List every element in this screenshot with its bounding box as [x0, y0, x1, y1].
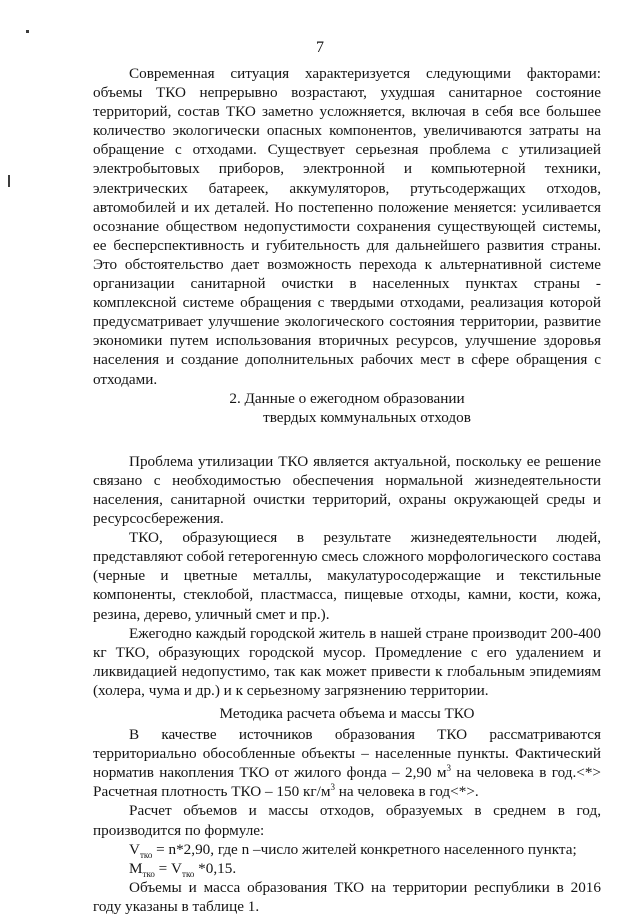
section-heading-continued: [93, 408, 601, 427]
formula-subscript: тко: [182, 868, 195, 879]
paragraph: Объемы и масса образования ТКО на территории республики в 2016 году указаны в таблице 1.: [93, 878, 601, 915]
paragraph: Проблема утилизации ТКО является актуальной, поскольку ее решение связано с необходимостью обеспечения нормальной жизнедеятельности населения, санитарной очистки территорий, охраны окружающей среды и ресурсосбережения.: [93, 452, 601, 528]
paragraph: Расчет объемов и массы отходов, образуемых в среднем в год, производится по формуле:: [93, 802, 601, 839]
paragraph: ТКО, образующиеся в результате жизнедеятельности людей, представляют собой гетерогенную смесь сложного морфологического состава (черные и цветные металлы, макулатуросодержащие и текстильные компоненты, стеклобой, пластмасса, пищевые отходы, камни, кости, кожа, резина, дерево, уличный смет и пр.).: [93, 529, 601, 623]
formula-volume: [93, 840, 601, 859]
scan-artifact-left-margin: [8, 175, 10, 187]
formula-subscript: тко: [139, 849, 153, 860]
page-number: 7: [316, 39, 324, 56]
norms-text-a: В качестве источников образования ТКО рассматриваются территориально обособленные объекты – населенные пункты. Фактический норматив накопления ТКО от жилого фонда – 2,90 м: [93, 726, 601, 782]
norms-text-b: на человека в год.<*> Расчетная плотность ТКО – 150 кг/м: [93, 764, 601, 801]
section-heading-line-2: твердых коммунальных отходов: [263, 408, 471, 426]
norms-text-c: на человека в год<*>.: [334, 783, 479, 801]
formula-text: *0,15.: [194, 859, 237, 877]
section-heading: [93, 389, 601, 408]
superscript-cubic: 3: [330, 782, 335, 793]
formula-text: = n*2,90, где n –число жителей конкретного населенного пункта;: [152, 840, 577, 858]
formula-text: = V: [154, 859, 183, 877]
document-body: [93, 64, 601, 916]
formula-mass: [93, 859, 601, 878]
formula-symbol: V: [129, 840, 140, 858]
method-heading: Методика расчета объема и массы ТКО: [219, 705, 475, 722]
formula-symbol: M: [129, 859, 143, 877]
scan-artifact-top-left: [26, 30, 29, 33]
paragraph: Ежегодно каждый городской житель в нашей стране производит 200-400 кг ТКО, образующих городской мусор. Промедление с его удалением и ликвидацией недопустимо, так как может привести к глобальным эпидемиям (холера, чума и др.) и к серьезному загрязнению территории.: [93, 624, 601, 699]
section-heading-line-1: 2. Данные о ежегодном образовании: [229, 389, 465, 407]
formula-subscript: тко: [142, 868, 155, 879]
superscript-cubic: 3: [446, 763, 452, 774]
paragraph-norms: [93, 725, 601, 801]
paragraph: Современная ситуация характеризуется следующими факторами: объемы ТКО непрерывно возрастают, ухудшая санитарное состояние территорий, состав ТКО заметно усложняется, включая в себя все большее количество экологически опасных компонентов, увеличиваются затраты на обращение с отходами. Существует серьезная проблема с утилизацией электробытовых приборов, электронной и компьютерной техники, электрических батареек, аккумуляторов, ртутьсодержащих отходов, автомобилей и их деталей. Но постепенно положение меняется: усиливается осознание обществом недопустимости сохранения существующей системы, ее бесперспективность и губительность для дальнейшего развития страны. Это обстоятельство дает возможность перехода к альтернативной системе организации санитарной очистки в населенных пунктах страны - комплексной системе обращения с твердыми отходами, реализация которой предусматривает улучшение экологического состояния территории, развитие экономики путем использования вторичных ресурсов, улучшение здоровья населения и создание дополнительных рабочих мест в сфере обращения с отходами.: [93, 65, 601, 388]
